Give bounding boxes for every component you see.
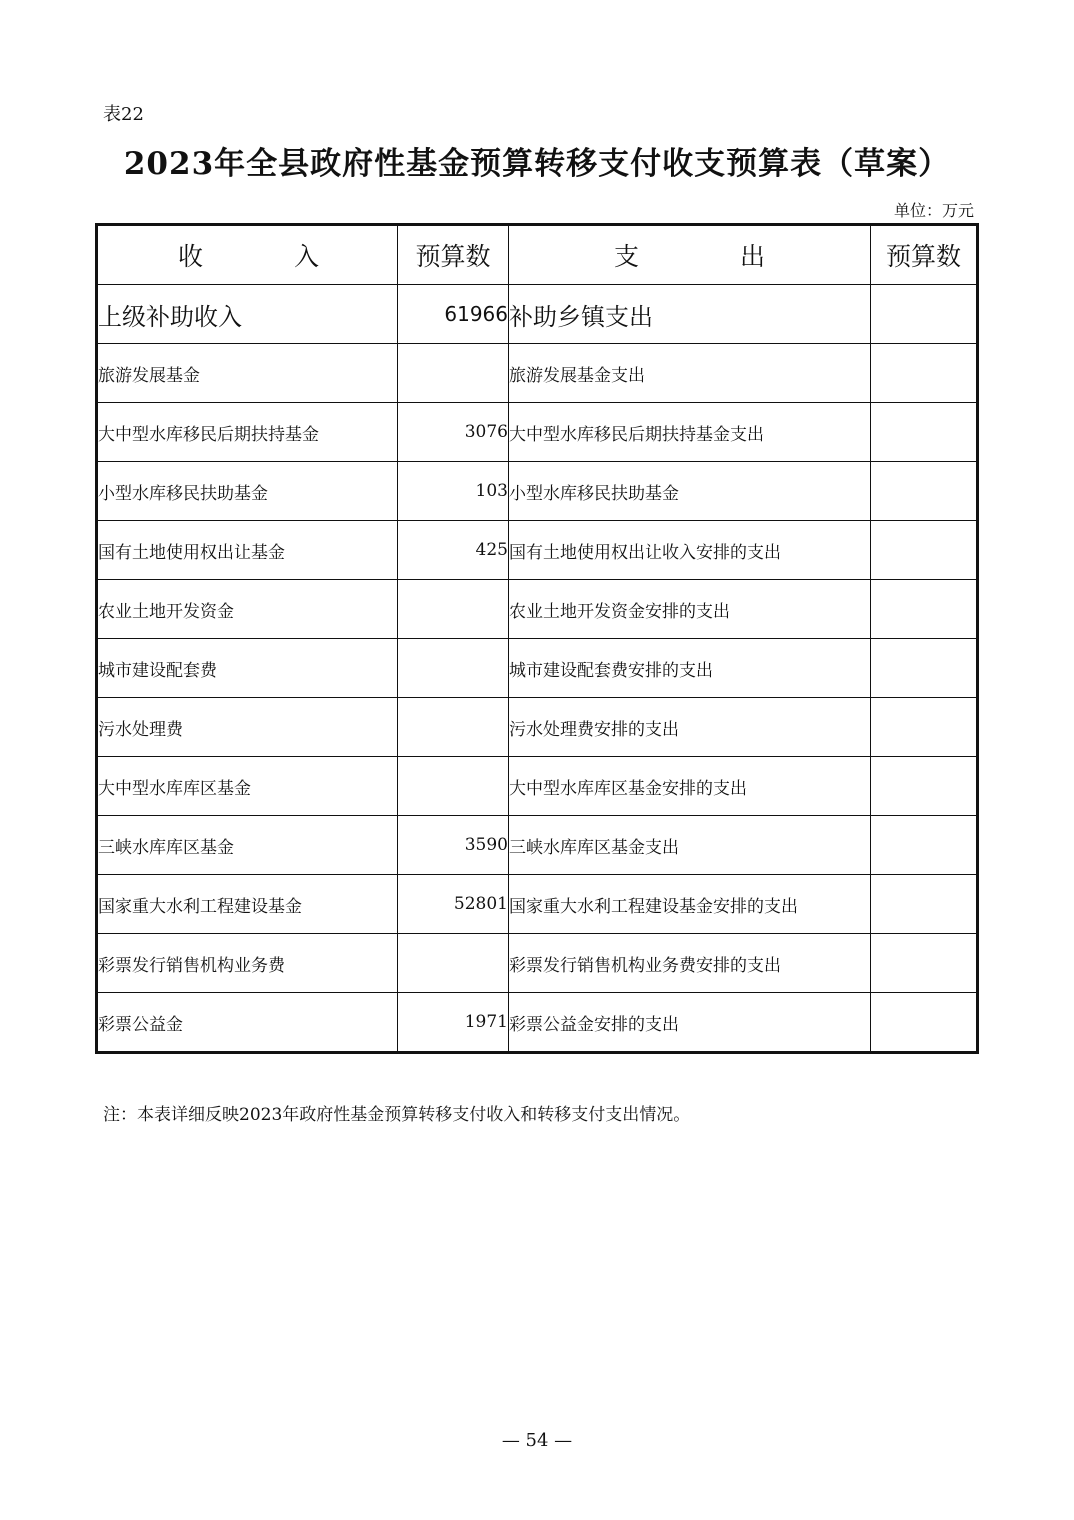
income-item-label: 三峡水库库区基金 bbox=[97, 816, 398, 875]
table-row bbox=[97, 993, 978, 1053]
income-item-label: 彩票发行销售机构业务费 bbox=[97, 934, 398, 993]
income-item-label: 大中型水库移民后期扶持基金 bbox=[97, 403, 398, 462]
table-note: 注：本表详细反映2023年政府性基金预算转移支付收入和转移支付支出情况。 bbox=[103, 1105, 691, 1125]
table-row bbox=[97, 757, 978, 816]
expense-item-label: 旅游发展基金支出 bbox=[509, 344, 871, 403]
expense-item-label: 大中型水库库区基金安排的支出 bbox=[509, 757, 871, 816]
income-item-label: 城市建设配套费 bbox=[97, 639, 398, 698]
expense-item-label: 彩票发行销售机构业务费安排的支出 bbox=[509, 934, 871, 993]
header-row bbox=[97, 225, 978, 285]
table-row bbox=[97, 698, 978, 757]
expense-item-value bbox=[871, 639, 978, 698]
expense-item-value bbox=[871, 344, 978, 403]
expense-item-label: 三峡水库库区基金支出 bbox=[509, 816, 871, 875]
income-total-value: 61966 bbox=[398, 285, 509, 344]
income-item-label: 国有土地使用权出让基金 bbox=[97, 521, 398, 580]
expense-item-value bbox=[871, 698, 978, 757]
income-item-value bbox=[398, 698, 509, 757]
income-item-label: 小型水库移民扶助基金 bbox=[97, 462, 398, 521]
expense-header-char-1: 支 bbox=[614, 242, 640, 271]
expense-item-value bbox=[871, 462, 978, 521]
income-item-label: 旅游发展基金 bbox=[97, 344, 398, 403]
expense-item-value bbox=[871, 580, 978, 639]
expense-item-value bbox=[871, 521, 978, 580]
income-item-value: 3590 bbox=[398, 816, 509, 875]
income-total-label: 上级补助收入 bbox=[97, 285, 398, 344]
unit-label: 单位：万元 bbox=[893, 201, 974, 220]
page-title: 2023年全县政府性基金预算转移支付收支预算表（草案） bbox=[123, 146, 951, 182]
top-row bbox=[97, 285, 978, 344]
table-number: 表22 bbox=[103, 104, 144, 125]
expense-item-value bbox=[871, 757, 978, 816]
table-row bbox=[97, 462, 978, 521]
income-item-value: 425 bbox=[398, 521, 509, 580]
budget-table bbox=[95, 223, 979, 1054]
expense-item-label: 大中型水库移民后期扶持基金支出 bbox=[509, 403, 871, 462]
expense-item-label: 农业土地开发资金安排的支出 bbox=[509, 580, 871, 639]
expense-item-label: 国有土地使用权出让收入安排的支出 bbox=[509, 521, 871, 580]
income-item-value: 52801 bbox=[398, 875, 509, 934]
income-item-value: 1971 bbox=[398, 993, 509, 1053]
table-row bbox=[97, 934, 978, 993]
income-item-label: 国家重大水利工程建设基金 bbox=[97, 875, 398, 934]
income-header bbox=[97, 225, 398, 285]
expense-budget-header: 预算数 bbox=[871, 225, 978, 285]
income-item-label: 彩票公益金 bbox=[97, 993, 398, 1053]
table-row bbox=[97, 875, 978, 934]
page-number: — 54 — bbox=[501, 1430, 573, 1451]
table-row bbox=[97, 639, 978, 698]
expense-item-label: 彩票公益金安排的支出 bbox=[509, 993, 871, 1053]
table-row bbox=[97, 403, 978, 462]
expense-item-label: 小型水库移民扶助基金 bbox=[509, 462, 871, 521]
expense-item-value bbox=[871, 993, 978, 1053]
expense-header bbox=[509, 225, 871, 285]
income-item-value bbox=[398, 934, 509, 993]
table-row bbox=[97, 521, 978, 580]
table-row bbox=[97, 816, 978, 875]
income-budget-header: 预算数 bbox=[398, 225, 509, 285]
income-item-value: 3076 bbox=[398, 403, 509, 462]
income-item-label: 大中型水库库区基金 bbox=[97, 757, 398, 816]
expense-item-value bbox=[871, 816, 978, 875]
income-item-label: 污水处理费 bbox=[97, 698, 398, 757]
income-item-value bbox=[398, 639, 509, 698]
expense-total-value bbox=[871, 285, 978, 344]
expense-item-label: 城市建设配套费安排的支出 bbox=[509, 639, 871, 698]
expense-item-label: 污水处理费安排的支出 bbox=[509, 698, 871, 757]
expense-item-value bbox=[871, 934, 978, 993]
expense-header-char-2: 出 bbox=[739, 242, 765, 271]
income-item-value bbox=[398, 757, 509, 816]
income-item-value bbox=[398, 580, 509, 639]
table-row bbox=[97, 580, 978, 639]
table-row bbox=[97, 344, 978, 403]
expense-item-value bbox=[871, 875, 978, 934]
income-item-value bbox=[398, 344, 509, 403]
income-header-char-1: 收 bbox=[178, 242, 204, 271]
income-item-label: 农业土地开发资金 bbox=[97, 580, 398, 639]
expense-item-value bbox=[871, 403, 978, 462]
income-header-char-2: 入 bbox=[293, 242, 319, 271]
expense-item-label: 国家重大水利工程建设基金安排的支出 bbox=[509, 875, 871, 934]
income-item-value: 103 bbox=[398, 462, 509, 521]
expense-total-label: 补助乡镇支出 bbox=[509, 285, 871, 344]
